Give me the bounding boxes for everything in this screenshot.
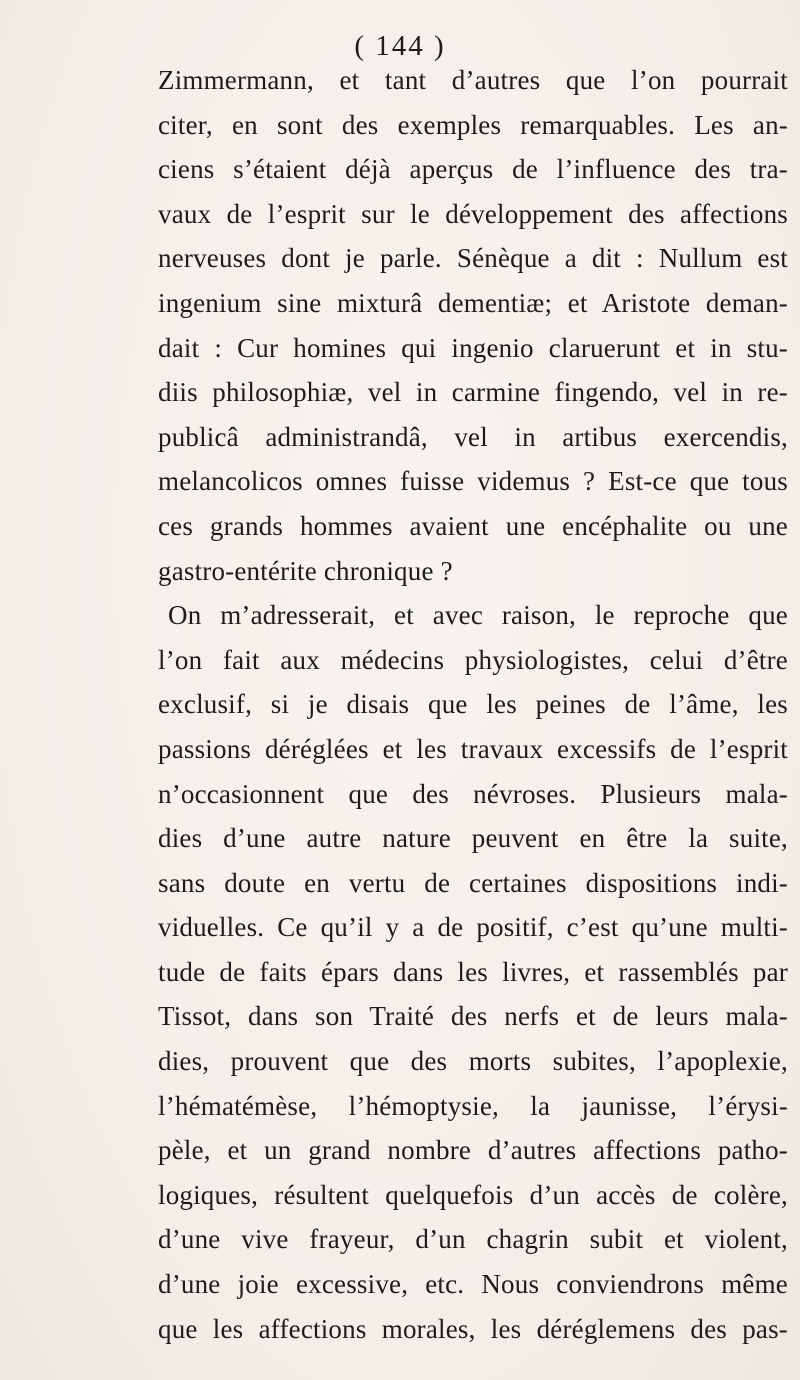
- text-line: citer, en sont des exemples remarquables. Les an-: [158, 109, 788, 140]
- page-number: ( 144 ): [354, 30, 446, 62]
- text-line: vaux de l’esprit sur le développement des affections: [158, 198, 788, 229]
- text-line: l’on fait aux médecins physiologistes, celui d’être: [158, 644, 788, 675]
- text-line: sans doute en vertu de certaines dispositions indi-: [158, 867, 788, 898]
- text-line: ciens s’étaient déjà aperçus de l’influence des tra-: [158, 154, 788, 185]
- text-line: l’hématémèse, l’hémoptysie, la jaunisse, l’érysi-: [158, 1090, 788, 1121]
- text-line: On m’adresserait, et avec raison, le reproche que: [168, 600, 788, 631]
- text-line: gastro-entérite chronique ?: [158, 555, 453, 586]
- text-line: melancolicos omnes fuisse videmus ? Est-ce que tous: [158, 466, 788, 497]
- text-line: logiques, résultent quelquefois d’un accès de colère,: [158, 1179, 788, 1210]
- text-line: Tissot, dans son Traité des nerfs et de leurs mala-: [158, 1001, 788, 1032]
- text-line: Zimmermann, et tant d’autres que l’on pourrait: [158, 65, 788, 95]
- text-line: pèle, et un grand nombre d’autres affections patho-: [158, 1135, 788, 1166]
- text-line: diis philosophiæ, vel in carmine fingendo, vel in re-: [158, 377, 788, 408]
- text-line: viduelles. Ce qu’il y a de positif, c’est qu’une multi-: [158, 912, 788, 943]
- text-line: n’occasionnent que des névroses. Plusieurs mala-: [158, 778, 788, 809]
- text-line: d’une vive frayeur, d’un chagrin subit et violent,: [158, 1224, 788, 1255]
- text-line: que les affections morales, les déréglemens des pas-: [158, 1313, 788, 1344]
- body-text: [158, 58, 788, 1351]
- text-line: publicâ administrandâ, vel in artibus exercendis,: [158, 421, 788, 452]
- text-line: tude de faits épars dans les livres, et rassemblés par: [158, 956, 788, 987]
- text-line: dies d’une autre nature peuvent en être la suite,: [158, 823, 788, 854]
- text-line: d’une joie excessive, etc. Nous conviendrons même: [158, 1269, 788, 1300]
- text-line: exclusif, si je disais que les peines de l’âme, les: [158, 689, 788, 720]
- text-line: passions déréglées et les travaux excessifs de l’esprit: [158, 733, 788, 764]
- text-line: ingenium sine mixturâ dementiæ; et Aristote deman-: [158, 287, 788, 318]
- text-line: ces grands hommes avaient une encéphalite ou une: [158, 510, 788, 541]
- text-line: dies, prouvent que des morts subites, l’apoplexie,: [158, 1046, 788, 1077]
- text-line: nerveuses dont je parle. Sénèque a dit : Nullum est: [158, 243, 788, 274]
- text-line: dait : Cur homines qui ingenio claruerunt et in stu-: [158, 332, 788, 363]
